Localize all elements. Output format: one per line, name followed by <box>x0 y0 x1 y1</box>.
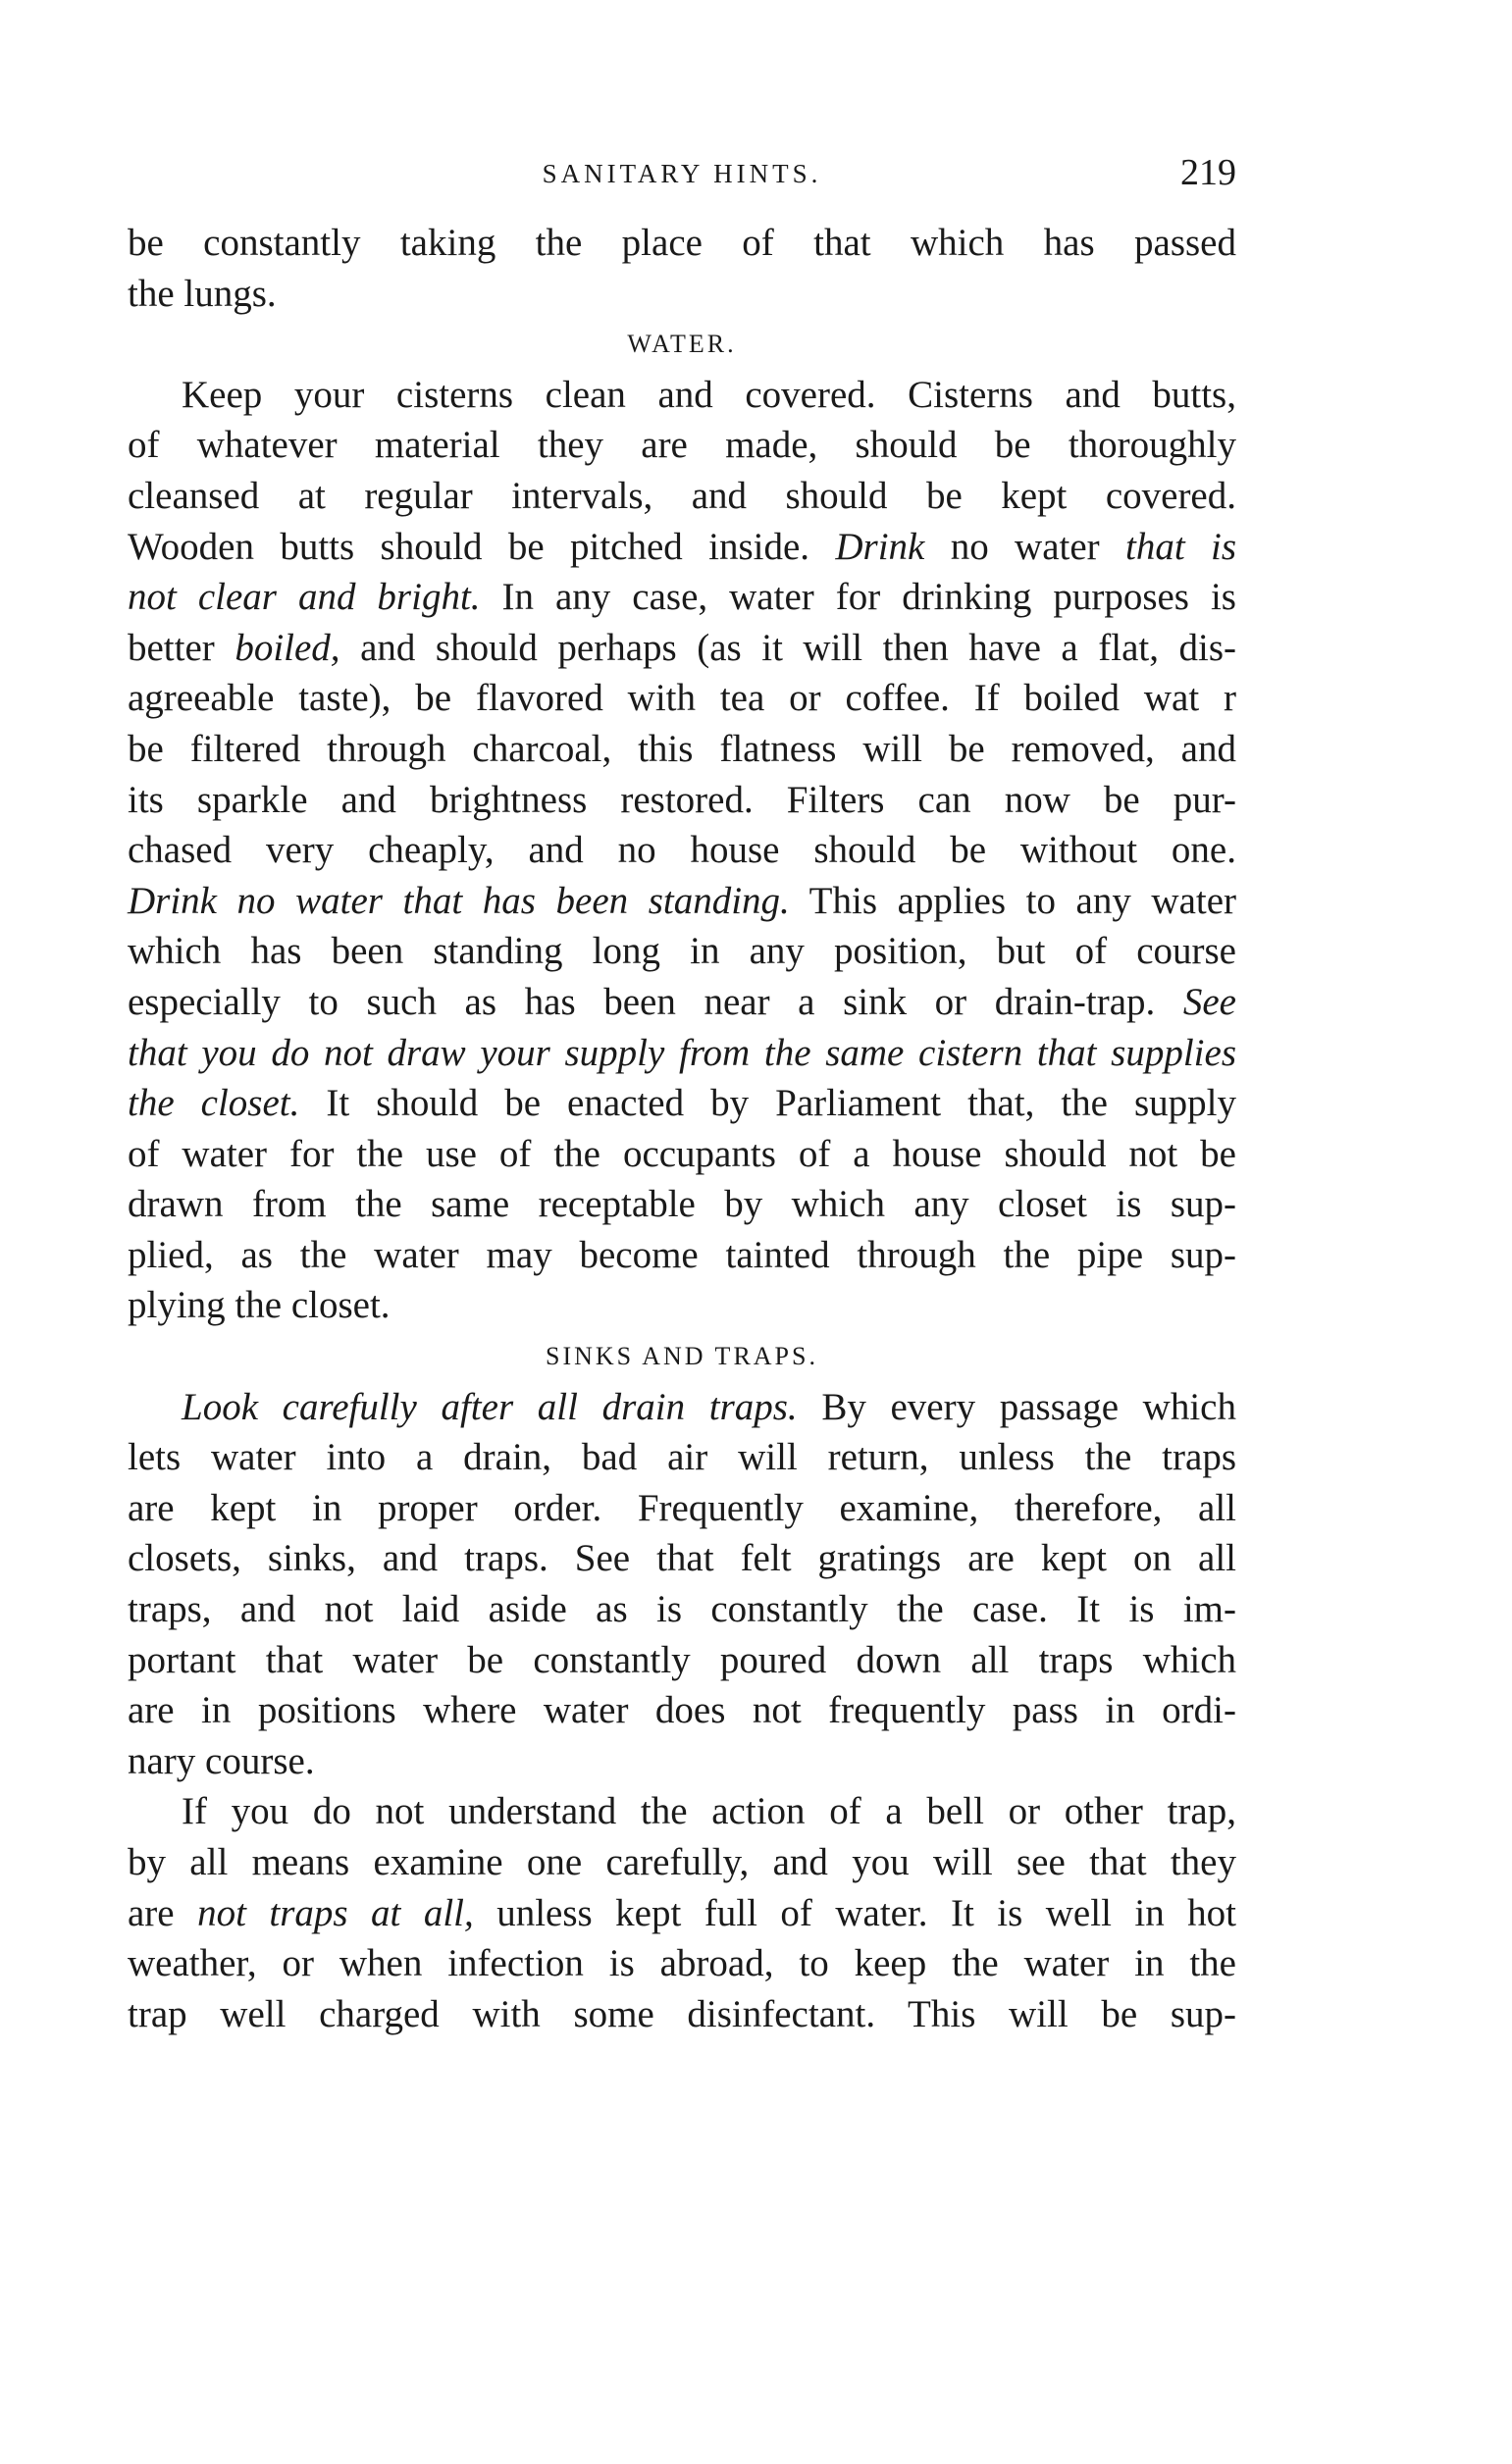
text-run: be constantly taking the place of that which has passed <box>128 222 1236 264</box>
text-line <box>128 1230 1236 1281</box>
text-run: its sparkle and brightness restored. Filters can now be pur- <box>128 778 1236 821</box>
running-title: SANITARY HINTS. <box>542 159 822 188</box>
italic-text: boiled, <box>235 626 340 669</box>
text-line <box>128 269 1236 320</box>
text-run: traps, and not laid aside as is constantly the case. It is im- <box>128 1588 1236 1631</box>
text-run: are kept in proper order. Frequently examine, therefore, all <box>128 1486 1236 1529</box>
text-line <box>128 1533 1236 1584</box>
text-line <box>128 218 1236 269</box>
text-line <box>128 673 1236 724</box>
text-run: the lungs. <box>128 272 277 315</box>
text-line <box>128 471 1236 522</box>
text-line <box>128 926 1236 977</box>
italic-text: the closet. <box>128 1082 300 1125</box>
italic-text: Look carefully after all drain traps. <box>182 1385 798 1428</box>
text-run: are <box>128 1891 198 1934</box>
text-line <box>128 1129 1236 1180</box>
italic-text: Drink <box>835 525 925 568</box>
text-run: especially to such as has been near a sink or drain-trap. <box>128 980 1183 1023</box>
text-run: chased very cheaply, and no house should be without one. <box>128 829 1236 872</box>
text-run: of water for the use of the occupants of a house should not be <box>128 1132 1236 1175</box>
text-run: drawn from the same receptable by which any closet is sup- <box>128 1183 1236 1226</box>
page-number: 219 <box>1180 152 1236 193</box>
text-run: no water <box>924 525 1125 568</box>
text-line <box>128 876 1236 927</box>
text-run: portant that water be constantly poured down all traps which <box>128 1638 1236 1681</box>
paragraph-first-line <box>128 1786 1236 1837</box>
section-heading: WATER. <box>627 330 737 359</box>
text-line <box>128 1989 1236 2040</box>
text-run: closets, sinks, and traps. See that felt gratings are kept on all <box>128 1537 1236 1580</box>
italic-text: that is <box>1124 525 1237 568</box>
text-run: better <box>128 626 235 669</box>
text-line <box>128 420 1236 471</box>
text-line <box>128 977 1236 1028</box>
text-run: Keep your cisterns clean and covered. Cisterns and butts, <box>182 373 1236 416</box>
text-line <box>128 1685 1236 1736</box>
text-run: be filtered through charcoal, this flatness will be removed, and <box>128 727 1236 770</box>
text-line <box>128 1078 1236 1129</box>
text-run: weather, or when infection is abroad, to keep the water in the <box>128 1942 1236 1985</box>
text-run: It should be enacted by Parliament that, the supply <box>299 1082 1236 1125</box>
text-run: trap well charged with some disinfectant. This will be sup- <box>128 1992 1236 2035</box>
italic-text: not clear and bright. <box>128 576 481 619</box>
text-line <box>128 1432 1236 1483</box>
section-heading: SINKS AND TRAPS. <box>546 1342 818 1371</box>
italic-text: Drink no water that has been standing. <box>128 879 790 922</box>
text-line <box>128 522 1236 573</box>
text-run: unless kept full of water. It is well in hot <box>473 1891 1236 1934</box>
italic-text: not traps at all, <box>197 1891 474 1934</box>
text-line <box>128 1028 1236 1079</box>
text-run: cleansed at regular intervals, and should be kept covered. <box>128 474 1236 517</box>
text-line <box>128 775 1236 826</box>
body-text <box>128 218 1236 2039</box>
text-line <box>128 1179 1236 1230</box>
text-run: Wooden butts should be pitched inside. <box>128 525 836 568</box>
text-run: which has been standing long in any position, but of course <box>128 930 1236 973</box>
text-run: If you do not understand the action of a bell or other trap, <box>182 1790 1236 1833</box>
text-run: are in positions where water does not frequently pass in ordi- <box>128 1689 1236 1732</box>
text-line <box>128 572 1236 623</box>
paragraph-first-line <box>128 370 1236 421</box>
text-line <box>128 1888 1236 1939</box>
text-line <box>128 623 1236 674</box>
text-run: plied, as the water may become tainted through the pipe sup- <box>128 1233 1236 1276</box>
text-run: of whatever material they are made, should be thoroughly <box>128 424 1236 467</box>
text-line <box>128 1635 1236 1686</box>
text-line <box>128 1736 1236 1787</box>
paragraph-first-line <box>128 1382 1236 1433</box>
text-run: By every passage which <box>797 1385 1236 1428</box>
text-run: In any case, water for drinking purposes is <box>480 576 1236 619</box>
text-line <box>128 1837 1236 1888</box>
running-head <box>128 149 1236 198</box>
text-line <box>128 1280 1236 1331</box>
text-run: nary course. <box>128 1739 315 1782</box>
text-run: by all means examine one carefully, and you will see that they <box>128 1841 1236 1883</box>
text-run: plying the closet. <box>128 1284 391 1327</box>
text-line <box>128 825 1236 876</box>
text-run: and should perhaps (as it will then have a flat, dis- <box>339 626 1237 669</box>
text-run: lets water into a drain, bad air will return, unless the traps <box>128 1436 1236 1479</box>
italic-text: that you do not draw your supply from the same cistern that supplies <box>128 1031 1236 1074</box>
italic-text: See <box>1182 980 1236 1023</box>
text-line <box>128 1584 1236 1635</box>
text-line <box>128 724 1236 775</box>
text-run: This applies to any water <box>789 879 1237 922</box>
text-line <box>128 1483 1236 1534</box>
text-line <box>128 1938 1236 1989</box>
text-run: agreeable taste), be flavored with tea or coffee. If boiled wat r <box>128 677 1236 720</box>
